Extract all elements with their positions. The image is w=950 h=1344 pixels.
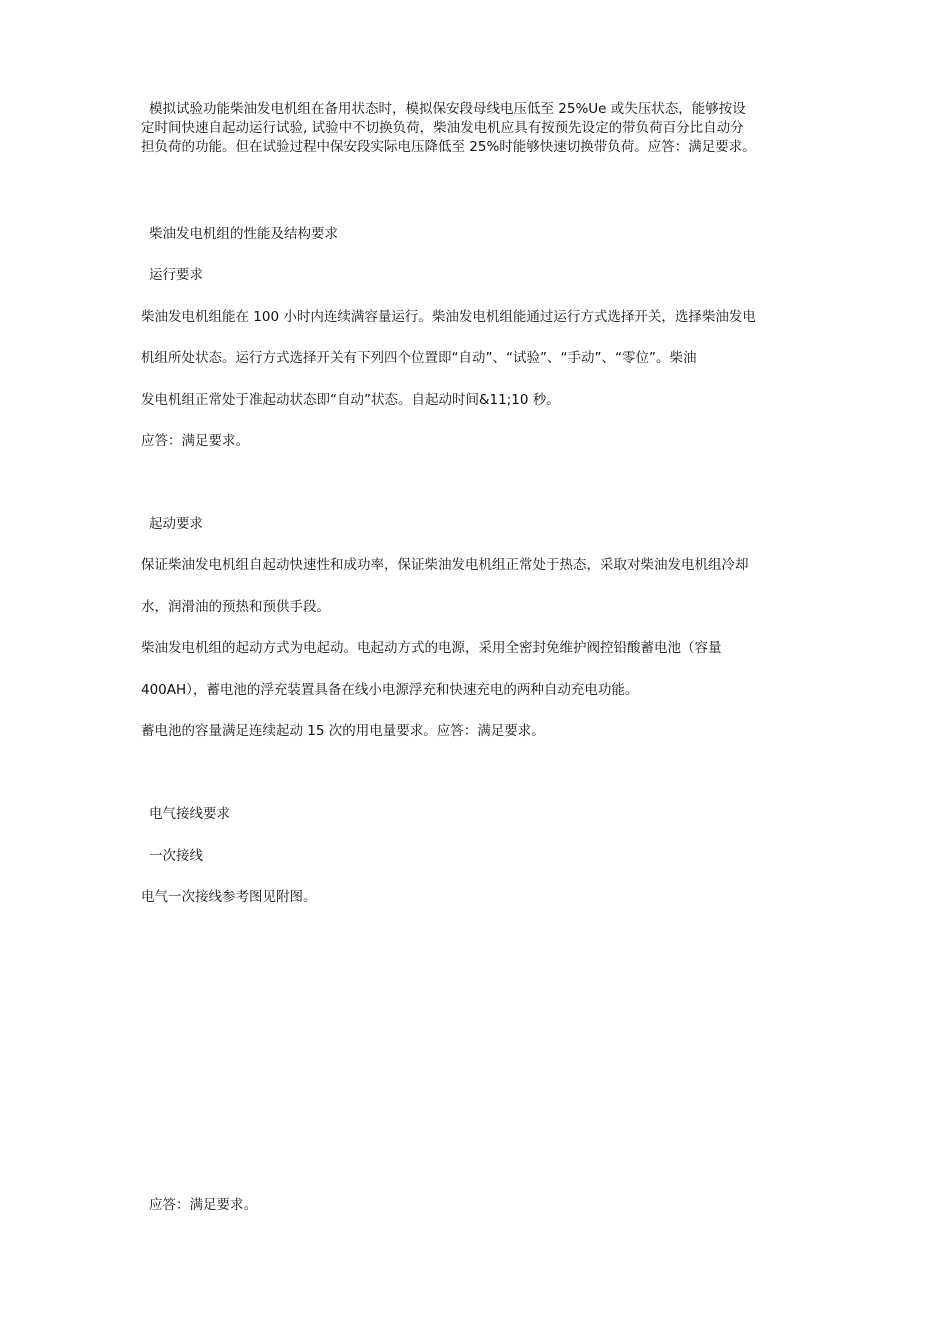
operation-line: 机组所处状态。运行方式选择开关有下列四个位置即“自动”、“试验”、“手动”、“零位”。柴油 xyxy=(141,350,697,366)
intro-line: 担负荷的功能。但在试验过程中保安段实际电压降低至 25%时能够快速切换带负荷。应答：满足要求。 xyxy=(141,139,756,155)
subheading-primary-wiring: 一次接线 xyxy=(149,848,203,864)
operation-line: 发电机组正常处于准起动状态即“自动”状态。自起动时间&11;10 秒。 xyxy=(141,392,560,408)
section-heading-performance: 柴油发电机组的性能及结构要求 xyxy=(149,226,338,242)
start-line: 水，润滑油的预热和预供手段。 xyxy=(141,599,330,615)
section-heading-electrical: 电气接线要求 xyxy=(149,806,230,822)
intro-line: 定时间快速自起动运行试验, 试验中不切换负荷，柴油发电机应具有按预先设定的带负荷百分比自动分 xyxy=(141,120,744,136)
final-answer: 应答：满足要求。 xyxy=(149,1197,257,1213)
operation-line: 柴油发电机组能在 100 小时内连续满容量运行。柴油发电机组能通过运行方式选择开关，选择柴油发电 xyxy=(141,309,756,325)
operation-answer: 应答：满足要求。 xyxy=(141,433,249,449)
primary-wiring-text: 电气一次接线参考图见附图。 xyxy=(141,889,317,905)
subheading-start: 起动要求 xyxy=(149,516,203,532)
start-line: 柴油发电机组的起动方式为电起动。电起动方式的电源，采用全密封免维护阀控铅酸蓄电池（容量 xyxy=(141,640,722,656)
intro-line: 模拟试验功能柴油发电机组在备用状态时，模拟保安段母线电压低至 25%Ue 或失压状态，能够按设 xyxy=(149,101,746,117)
subheading-operation: 运行要求 xyxy=(149,267,203,283)
start-line: 蓄电池的容量满足连续起动 15 次的用电量要求。应答：满足要求。 xyxy=(141,723,545,739)
start-line: 保证柴油发电机组自起动快速性和成功率，保证柴油发电机组正常处于热态，采取对柴油发电机组冷却 xyxy=(141,557,749,573)
intro-paragraph xyxy=(141,100,824,157)
start-line: 400AH），蓄电池的浮充装置具备在线小电源浮充和快速充电的两种自动充电功能。 xyxy=(141,682,639,698)
